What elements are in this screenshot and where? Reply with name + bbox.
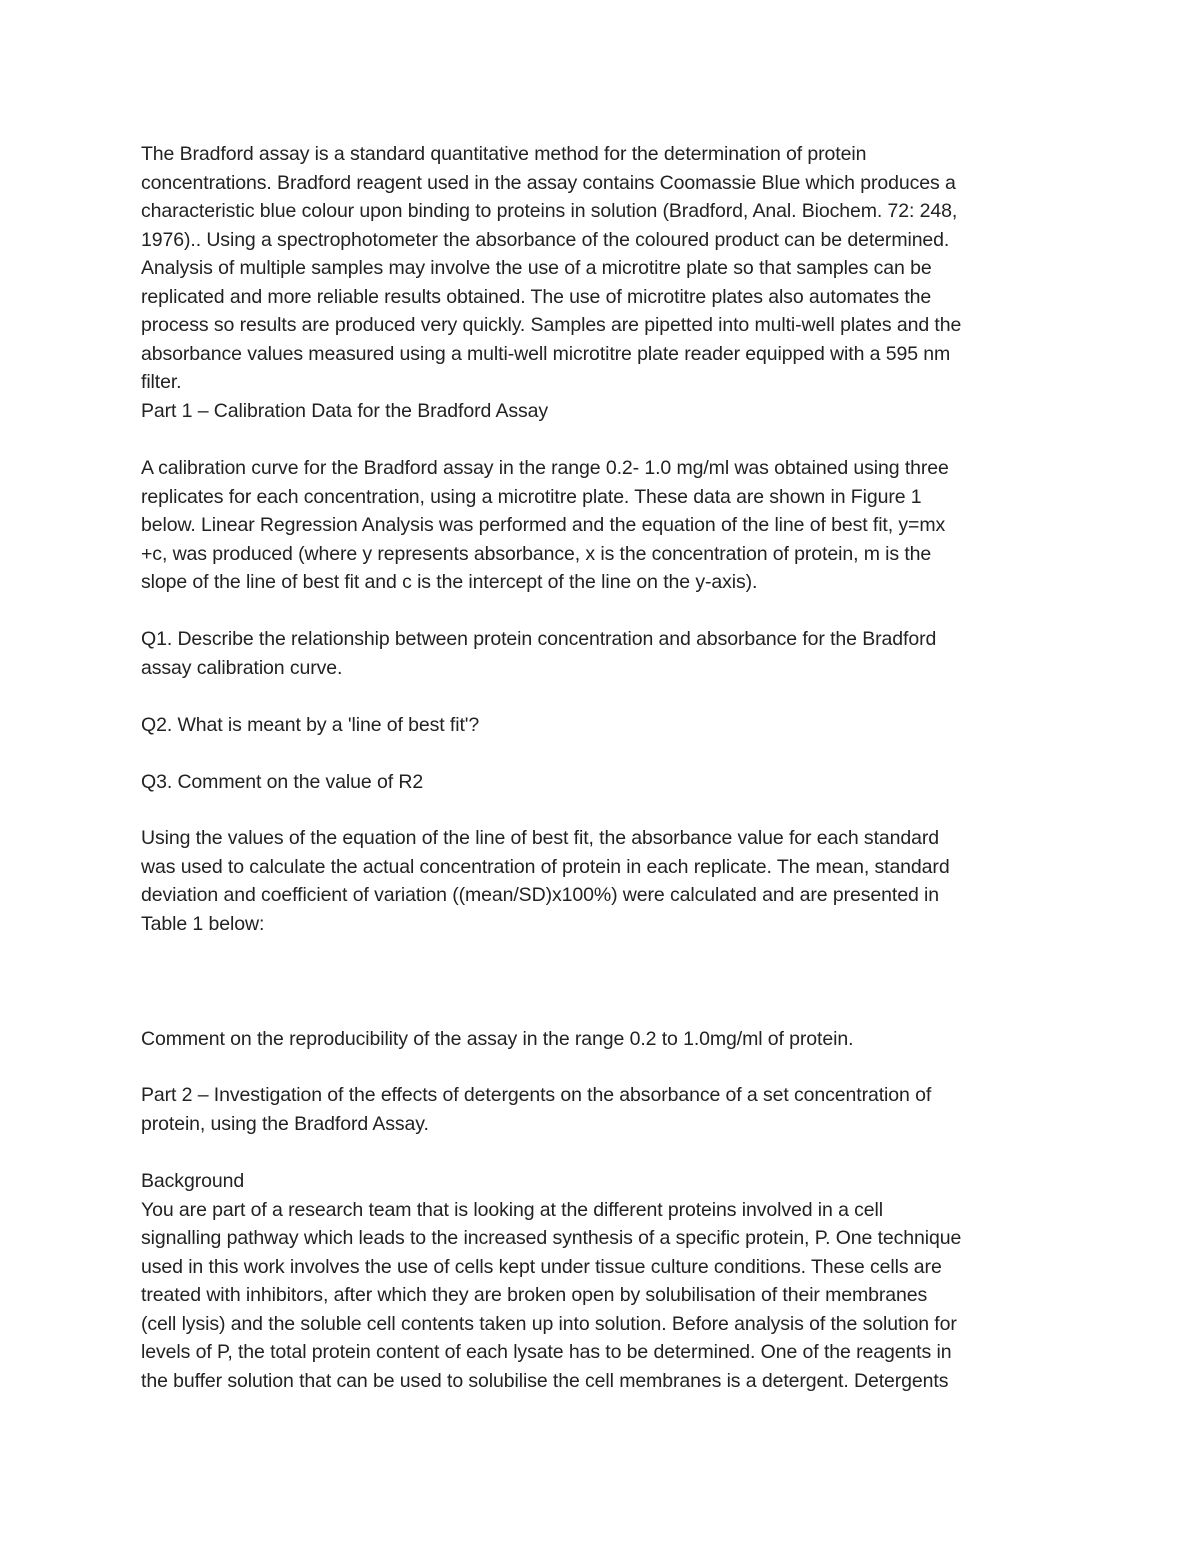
values-line: was used to calculate the actual concentration of protein in each replicate. The mean, standard: [141, 855, 950, 878]
intro-line: absorbance values measured using a multi-well microtitre plate reader equipped with a 595 nm: [141, 342, 951, 365]
calibration-line: replicates for each concentration, using a microtitre plate. These data are shown in Figure 1: [141, 485, 922, 508]
intro-line: 1976).. Using a spectrophotometer the absorbance of the coloured product can be determined.: [141, 228, 950, 251]
question-1: [141, 625, 1071, 682]
background-line: treated with inhibitors, after which they are broken open by solubilisation of their membranes: [141, 1284, 928, 1306]
values-line: Table 1 below:: [141, 912, 265, 935]
reproducibility-line: Comment on the reproducibility of the assay in the range 0.2 to 1.0mg/ml of protein.: [141, 1028, 854, 1050]
intro-paragraph: [141, 140, 1071, 425]
background-heading: Background: [141, 1170, 245, 1192]
part2-line: protein, using the Bradford Assay.: [141, 1112, 429, 1135]
intro-line: The Bradford assay is a standard quantitative method for the determination of protein: [141, 143, 867, 165]
values-paragraph: [141, 824, 1071, 938]
calibration-paragraph: [141, 454, 1071, 597]
part2-line: Part 2 – Investigation of the effects of detergents on the absorbance of a set concentration of: [141, 1084, 932, 1106]
calibration-line: +c, was produced (where y represents absorbance, x is the concentration of protein, m is the: [141, 542, 932, 565]
background-section: [141, 1167, 1071, 1395]
question-2-line: Q2. What is meant by a 'line of best fit'?: [141, 714, 480, 736]
intro-line: characteristic blue colour upon binding to proteins in solution (Bradford, Anal. Biochem. 72: 248,: [141, 200, 958, 222]
values-line: deviation and coefficient of variation ((mean/SD)x100%) were calculated and are presented in: [141, 884, 939, 906]
background-line: used in this work involves the use of cells kept under tissue culture conditions. These cells are: [141, 1255, 942, 1278]
intro-line: process so results are produced very quickly. Samples are pipetted into multi-well plates and the: [141, 314, 962, 336]
calibration-line: A calibration curve for the Bradford assay in the range 0.2- 1.0 mg/ml was obtained using three: [141, 457, 949, 479]
question-3-line: Q3. Comment on the value of R2: [141, 771, 424, 793]
question-1-line: Q1. Describe the relationship between protein concentration and absorbance for the Bradford: [141, 628, 937, 650]
calibration-line: below. Linear Regression Analysis was performed and the equation of the line of best fit, y=mx: [141, 514, 946, 536]
intro-line: Analysis of multiple samples may involve the use of a microtitre plate so that samples can be: [141, 257, 932, 279]
question-1-line: assay calibration curve.: [141, 656, 343, 679]
values-line: Using the values of the equation of the line of best fit, the absorbance value for each standard: [141, 827, 940, 849]
question-3: [141, 768, 1071, 797]
background-line: signalling pathway which leads to the increased synthesis of a specific protein, P. One technique: [141, 1227, 962, 1249]
intro-line: filter.: [141, 371, 182, 393]
calibration-line: slope of the line of best fit and c is the intercept of the line on the y-axis).: [141, 571, 758, 593]
intro-line: replicated and more reliable results obtained. The use of microtitre plates also automates the: [141, 285, 932, 308]
background-line: levels of P, the total protein content of each lysate has to be determined. One of the reagents in: [141, 1341, 952, 1363]
intro-line: concentrations. Bradford reagent used in the assay contains Coomassie Blue which produces a: [141, 171, 956, 194]
part2-heading: [141, 1081, 1071, 1138]
question-2: [141, 711, 1071, 740]
part1-heading: Part 1 – Calibration Data for the Bradford Assay: [141, 399, 549, 422]
background-line: the buffer solution that can be used to solubilise the cell membranes is a detergent. Detergents: [141, 1369, 949, 1392]
background-line: You are part of a research team that is looking at the different proteins involved in a cell: [141, 1198, 883, 1221]
reproducibility-question: [141, 1025, 1071, 1054]
background-line: (cell lysis) and the soluble cell contents taken up into solution. Before analysis of the solution for: [141, 1312, 957, 1335]
